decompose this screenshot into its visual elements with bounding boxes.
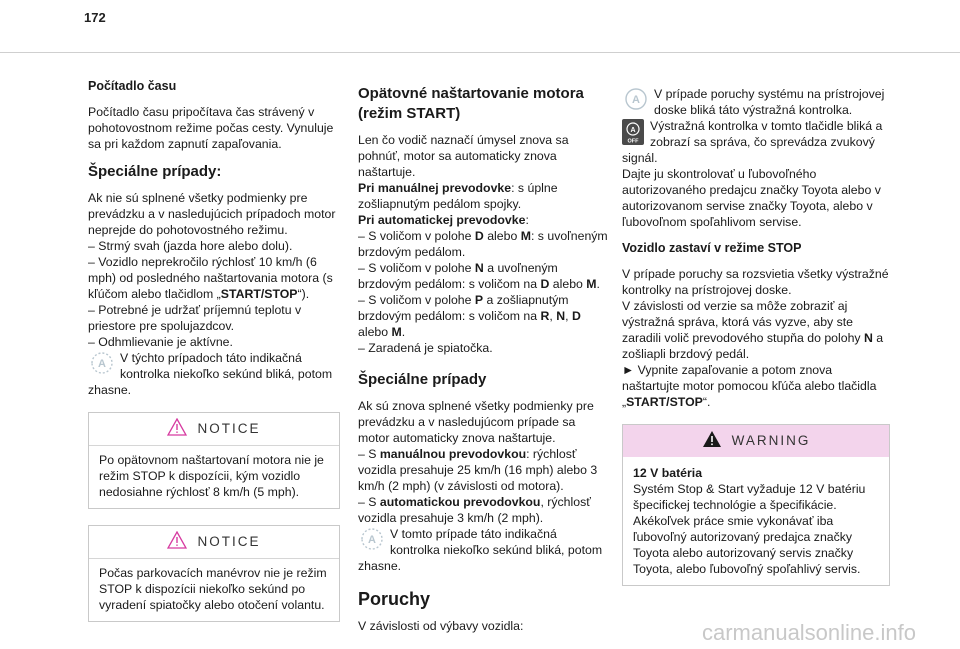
notice-title: NOTICE [197, 421, 261, 436]
manual-gearbox-line: Pri manuálnej prevodovke: s úplne zošliapnutým pedálom spojky. [358, 181, 558, 211]
heading-faults: Poruchy [358, 589, 431, 609]
svg-text:A: A [98, 358, 106, 370]
warning-body: Systém Stop & Start vyžaduje 12 V batériu špecifickej technológie a špecifikácie. Akékoľvek práce smie vykonávať iba ľubovoľný autorizovaný predajca značky Toyota alebo autorizovaný servis značky Toyota, alebo ľubovoľný spoľahlivý servis. [633, 482, 866, 576]
svg-text:A: A [368, 534, 376, 546]
fault-note-1: A V prípade poruchy systému na prístrojovej doske bliká táto výstražná kontrolka. [622, 86, 890, 118]
paragraph-faults: V závislosti od výbavy vozidla: [358, 619, 524, 633]
paragraph-restart: Len čo vodič naznačí úmysel znova sa pohnúť, motor sa automaticky znova naštartuje. [358, 133, 569, 179]
column-left [88, 78, 340, 634]
list-item: – S voličom v polohe P a zošliapnutým brzdovým pedálom: s voličom na R, N, D alebo M. [358, 293, 581, 339]
stop-start-indicator-icon [358, 528, 386, 550]
warning-box [622, 424, 890, 586]
list-item: – S voličom v polohe D alebo M: s uvoľneným brzdovým pedálom. [358, 229, 608, 259]
heading-special-cases: Špeciálne prípady: [88, 163, 222, 180]
paragraph-timer: Počítadlo času pripočítava čas strávený v pohotovostnom režime počas cesty. Vynuluje sa pri každom zapnutí zapaľovania. [88, 105, 334, 151]
warning-subtitle: 12 V batéria [633, 466, 703, 480]
fault-note-2: A OFF Výstražná kontrolka v tomto tlačidle bliká a zobrazí sa správa, čo sprevádza zvukový signál. [622, 119, 883, 165]
paragraph-special2: Ak sú znova splnené všetky podmienky pre prevádzku a v nasledujúcom prípade sa motor automaticky znova naštartuje. [358, 399, 594, 445]
list-item: – Strmý svah (jazda hore alebo dolu). [88, 239, 293, 253]
svg-text:OFF: OFF [627, 138, 639, 145]
paragraph-special-intro: Ak nie sú splnené všetky podmienky pre prevádzku a v nasledujúcich prípadoch motor neprejde do pohotovostného režimu. [88, 191, 336, 237]
stop-start-indicator-icon [88, 352, 116, 374]
list-item: – Vozidlo neprekročilo rýchlosť 10 km/h (6 mph) od posledného naštartovania motora (s kľúčom alebo tlačidlom „START/STOP“). [88, 255, 333, 301]
paragraph-stall1: V prípade poruchy sa rozsvietia všetky výstražné kontrolky na prístrojovej doske. [622, 267, 889, 297]
warning-triangle-icon [702, 430, 722, 452]
indicator-note: A V týchto prípadoch táto indikačná kontrolka niekoľko sekúnd bliká, potom zhasne. [88, 351, 333, 397]
warning-triangle-icon [167, 531, 187, 553]
list-item: – S automatickou prevodovkou, rýchlosť vozidla presahuje 3 km/h (2 mph). [358, 495, 591, 525]
watermark: carmanualsonline.info [701, 620, 916, 645]
list-item: – Zaradená je spiatočka. [358, 341, 493, 355]
heading-stall: Vozidlo zastaví v režime STOP [622, 241, 802, 255]
indicator-note-2: A V tomto prípade táto indikačná kontrolka niekoľko sekúnd bliká, potom zhasne. [358, 527, 603, 573]
notice-title: NOTICE [197, 534, 261, 549]
heading-special-cases-2: Špeciálne prípady [358, 371, 487, 388]
notice-body: Po opätovnom naštartovaní motora nie je režim STOP k dispozícii, kým vozidlo nedosiahne rýchlosť 8 km/h (5 mph). [99, 453, 324, 499]
warning-title: WARNING [731, 433, 811, 448]
svg-text:A: A [630, 127, 636, 134]
notice-box-2 [88, 525, 340, 622]
list-item: – Potrebné je udržať príjemnú teplotu v priestore pre spolujazdcov. [88, 303, 302, 333]
warning-triangle-icon [167, 418, 187, 440]
paragraph-stall2: V závislosti od verzie sa môže zobraziť aj výstražná správa, ktorá vás vyzve, aby ste zaradili volič prevodového stupňa do polohy N a zošliapli brzdový pedál. [622, 299, 884, 361]
column-right [622, 86, 890, 598]
list-item: – S voličom v polohe N a uvoľneným brzdovým pedálom: s voličom na D alebo M. [358, 261, 600, 291]
notice-body: Počas parkovacích manévrov nie je režim STOP k dispozícii niekoľko sekúnd po vyradení spiatočky alebo otočení volantu. [99, 566, 327, 612]
heading-restart: Opätovné naštartovanie motora (režim START) [358, 85, 584, 122]
page-number: 172 [84, 10, 106, 25]
svg-text:A: A [632, 94, 640, 106]
column-middle [358, 78, 610, 644]
stop-start-off-button-icon [622, 119, 646, 147]
notice-box-1 [88, 412, 340, 509]
list-item: – Odhmlievanie je aktívne. [88, 335, 233, 349]
heading-timer: Počítadlo času [88, 79, 177, 93]
list-item: – S manuálnou prevodovkou: rýchlosť vozidla presahuje 25 km/h (16 mph) alebo 3 km/h (2 mph) (v závislosti od motora). [358, 447, 598, 493]
paragraph-fault3: Dajte ju skontrolovať u ľubovoľného autorizovaného predajcu značky Toyota alebo v autorizovanom servise značky Toyota, alebo v ľubovoľnom spoľahlivom servise. [622, 167, 881, 229]
paragraph-stall3: ► Vypnite zapaľovanie a potom znova naštartujte motor pomocou kľúča alebo tlačidla „START/STOP“. [622, 363, 877, 409]
top-rule [0, 52, 960, 53]
auto-gearbox-line: Pri automatickej prevodovke: [358, 213, 529, 227]
stop-start-indicator-icon [622, 88, 650, 110]
